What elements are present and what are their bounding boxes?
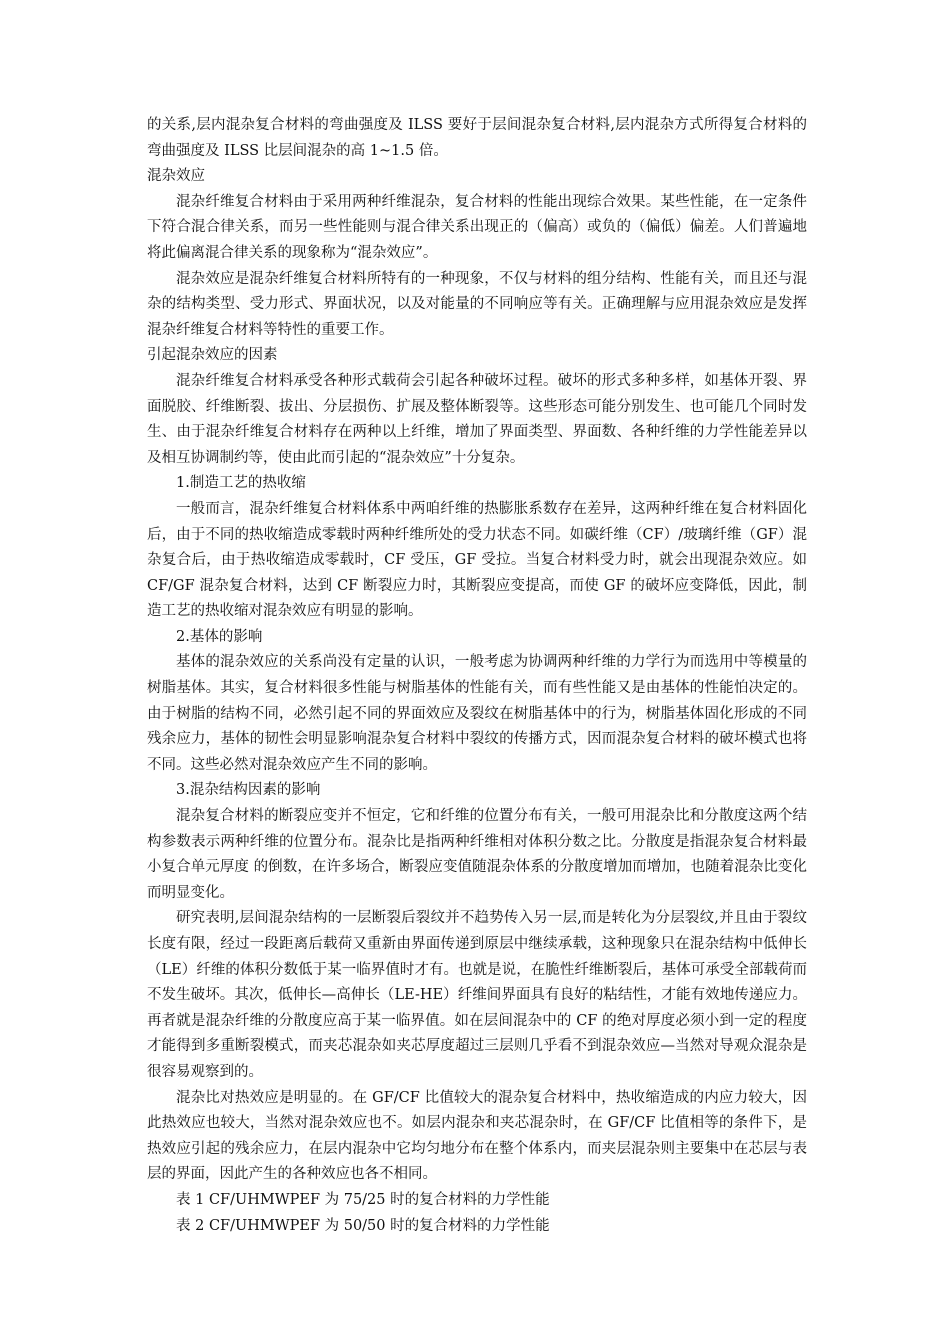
- paragraph-fracture-strain: 混杂复合材料的断裂应变并不恒定，它和纤维的位置分布有关，一般可用混杂比和分散度这两个结构参数表示两种纤维的位置分布。混杂比是指两种纤维相对体积分数之比。分散度是指混杂复合材料最小复合单元厚度 的倒数，在许多场合，断裂应变值随混杂体系的分散度增加而增加，也随着混杂比变化而明显变化。: [147, 808, 807, 901]
- section-heading-hybrid-effect: 混杂效应: [147, 168, 205, 185]
- subheading-structure-factors: 3.混杂结构因素的影响: [176, 782, 321, 799]
- paragraph-failure-modes: 混杂纤维复合材料承受各种形式载荷会引起各种破坏过程。破坏的形式多种多样，如基体开裂、界面脱胶、纤维断裂、拔出、分层损伤、扩展及整体断裂等。这些形态可能分别发生、也可能几个同时发生、由于混杂纤维复合材料存在两种以上纤维，增加了界面类型、界面数、各种纤维的力学性能差异以及相互协调制约等，使由此而引起的“混杂效应”十分复杂。: [147, 372, 807, 466]
- paragraph-matrix-influence: 基体的混杂效应的关系尚没有定量的认识，一般考虑为协调两种纤维的力学行为而选用中等模量的树脂基体。其实，复合材料很多性能与树脂基体的性能有关，而有些性能又是由基体的性能怕决定的。由于树脂的结构不同，必然引起不同的界面效应及裂纹在树脂基体中的行为，树脂基体固化形成的不同残余应力，基体的韧性会明显影响混杂复合材料中裂纹的传播方式，因而混杂复合材料的破坏模式也将不同。这些必然对混杂效应产生不同的影响。: [147, 654, 807, 773]
- paragraph-thermal-shrinkage: 一般而言，混杂纤维复合材料体系中两咱纤维的热膨胀系数存在差异，这两种纤维在复合材料固化后，由于不同的热收缩造成零载时两种纤维所处的受力状态不同。如碳纤维（CF）/玻璃纤维（GF）混杂复合后，由于热收缩造成零载时，CF 受压，GF 受拉。当复合材料受力时，就会出现混杂效应。如 CF/GF 混杂复合材料，达到 CF 断裂应力时，其断裂应变提高，而使 GF 的破坏应变降低，因此，制造工艺的热收缩对混杂效应有明显的影响。: [147, 500, 807, 620]
- subheading-matrix-influence: 2.基体的影响: [176, 628, 263, 645]
- paragraph-hybrid-definition: 混杂纤维复合材料由于采用两种纤维混杂，复合材料的性能出现综合效果。某些性能，在一定条件下符合混合律关系，而另一些性能则与混合律关系出现正的（偏高）或负的（偏低）偏差。人们普遍地将此偏离混合律关系的现象称为“混杂效应”。: [147, 193, 807, 261]
- paragraph-hybrid-phenomenon: 混杂效应是混杂纤维复合材料所特有的一种现象，不仅与材料的组分结构、性能有关，而且还与混杂的结构类型、受力形式、界面状况，以及对能量的不同响应等有关。正确理解与应用混杂效应是发挥混杂纤维复合材料等特性的重要工作。: [147, 270, 807, 338]
- section-heading-causes: 引起混杂效应的因素: [147, 347, 278, 364]
- subheading-thermal-shrinkage: 1.制造工艺的热收缩: [176, 475, 306, 492]
- document-body: [147, 113, 807, 1239]
- table-caption-1: 表 1 CF/UHMWPEF 为 75/25 时的复合材料的力学性能: [176, 1191, 550, 1208]
- table-caption-2: 表 2 CF/UHMWPEF 为 50/50 时的复合材料的力学性能: [176, 1217, 550, 1234]
- paragraph-research-findings: 研究表明,层间混杂结构的一层断裂后裂纹并不趋势传入另一层,而是转化为分层裂纹,并且由于裂纹长度有限，经过一段距离后载荷又重新由界面传递到原层中继续承载，这种现象只在混杂结构中低伸长（LE）纤维的体积分数低于某一临界值时才有。也就是说，在脆性纤维断裂后，基体可承受全部载荷而不发生破坏。其次，低伸长—高伸长（LE-HE）纤维间界面具有良好的粘结性，才能有效地传递应力。再者就是混杂纤维的分散度应高于某一临界值。如在层间混杂中的 CF 的绝对厚度必须小到一定的程度才能得到多重断裂模式，而夹芯混杂如夹芯厚度超过三层则几乎看不到混杂效应—当然对导观众混杂是很容易观察到的。: [147, 910, 807, 1080]
- paragraph-continuation: 的关系,层内混杂复合材料的弯曲强度及 ILSS 要好于层间混杂复合材料,层内混杂方式所得复合材料的弯曲强度及 ILSS 比层间混杂的高 1~1.5 倍。: [147, 117, 807, 159]
- paragraph-hybrid-ratio: 混杂比对热效应是明显的。在 GF/CF 比值较大的混杂复合材料中，热收缩造成的内应力较大，因此热效应也较大，当然对混杂效应也不。如层内混杂和夹芯混杂时，在 GF/CF 比值相等的条件下，是热效应引起的残余应力，在层内混杂中它均匀地分布在整个体系内，而夹层混杂则主要集中在芯层与表层的界面，因此产生的各种效应也各不相同。: [147, 1089, 807, 1183]
